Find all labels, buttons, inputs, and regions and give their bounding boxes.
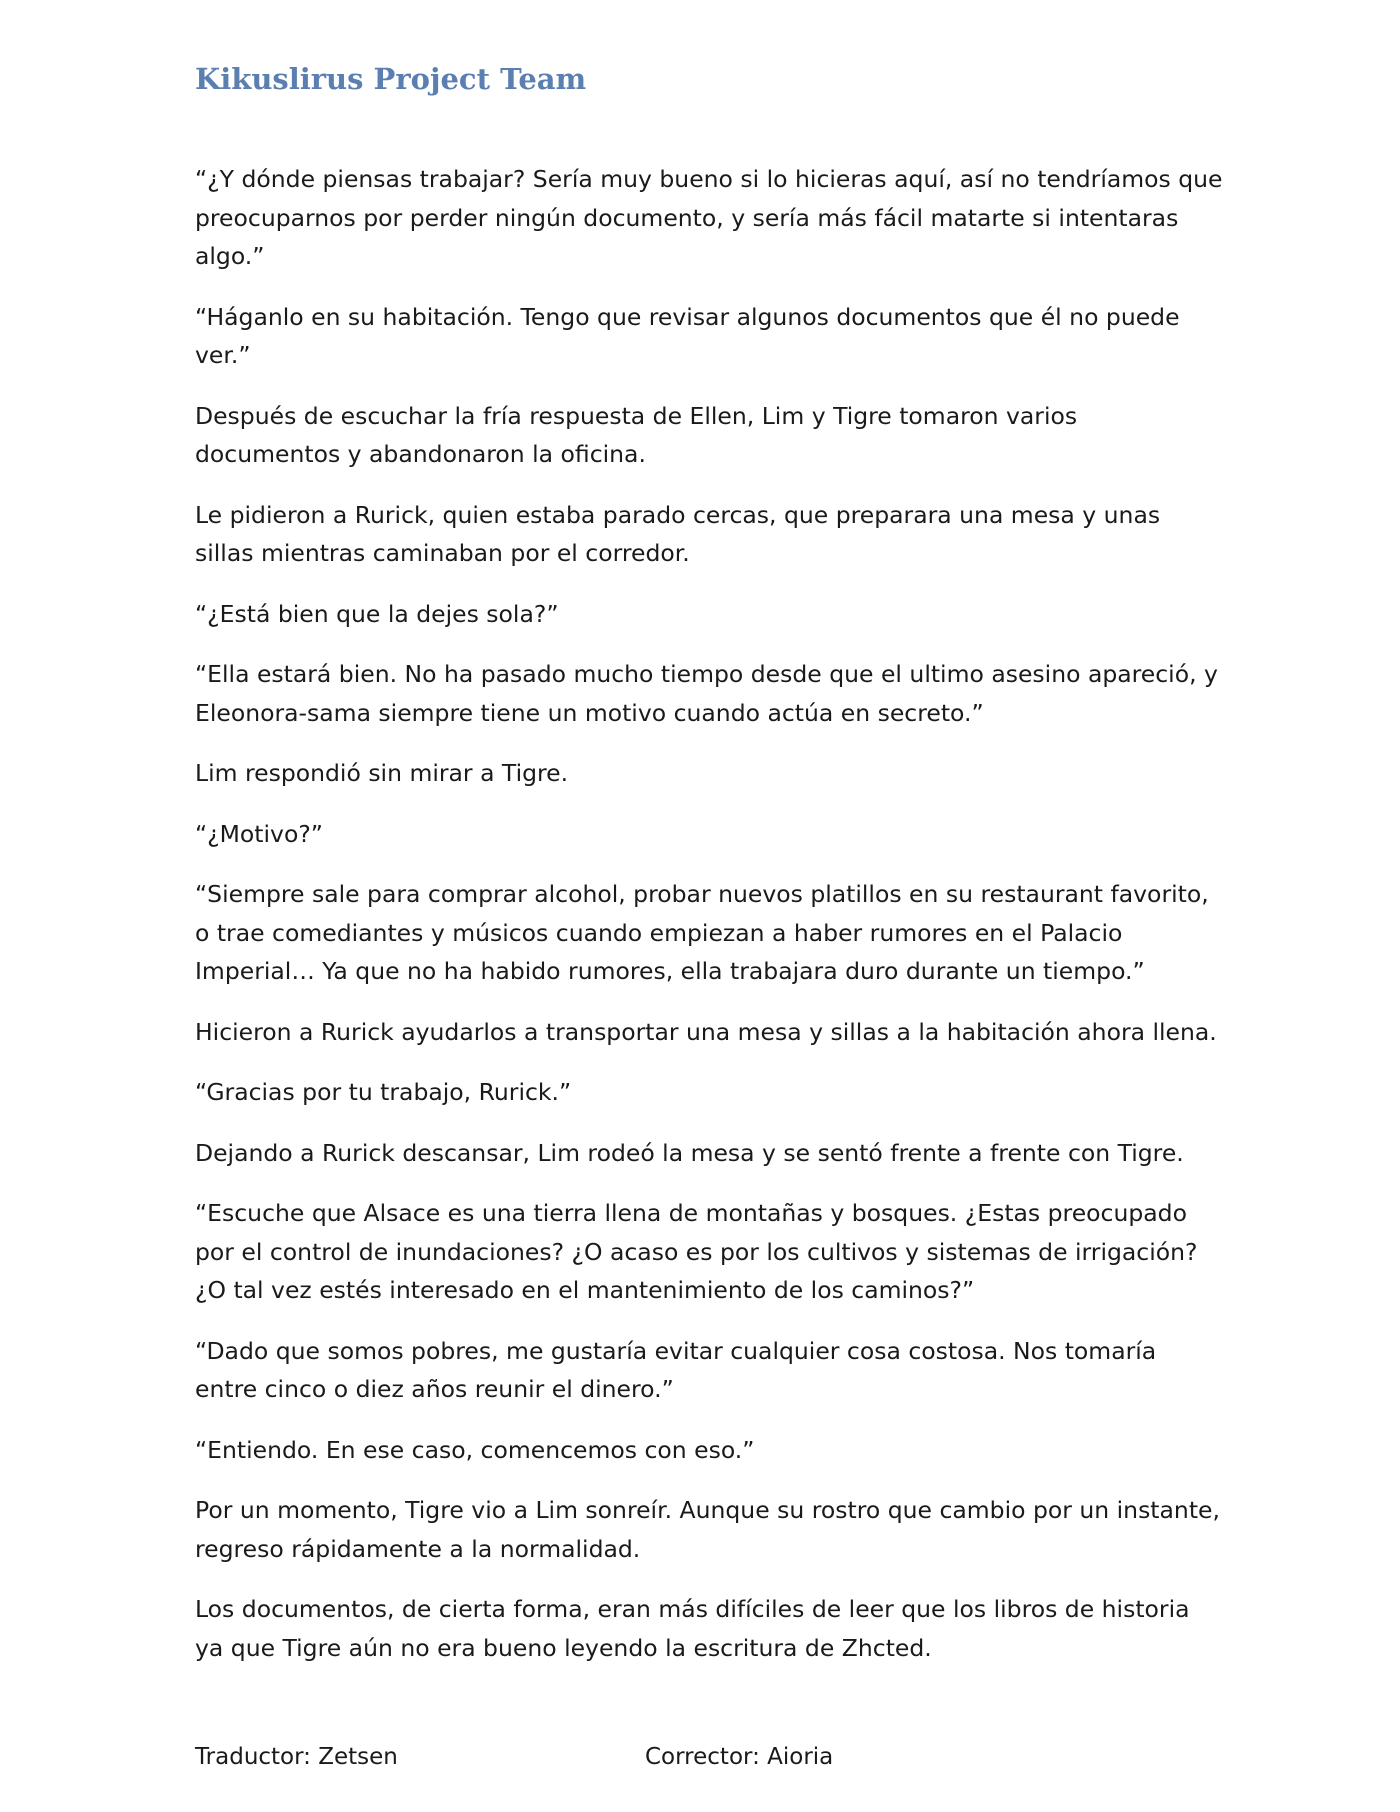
paragraph: Dejando a Rurick descansar, Lim rodeó la mesa y se sentó frente a frente con Tigre. bbox=[195, 1138, 1184, 1167]
header-title: Kikuslirus Project Team bbox=[195, 62, 587, 96]
paragraph: “Háganlo en su habitación. Tengo que revisar algunos documentos que él no puede ver.” bbox=[195, 302, 1180, 369]
paragraph: Lim respondió sin mirar a Tigre. bbox=[195, 759, 569, 787]
paragraph: “¿Y dónde piensas trabajar? Sería muy bueno si lo hicieras aquí, así no tendríamos que preocuparnos por perder ningún documento, y sería más fácil matarte si intentaras algo.” bbox=[195, 165, 1223, 270]
paragraph: “Ella estará bien. No ha pasado mucho tiempo desde que el ultimo asesino apareció, y Eleonora-sama siempre tiene un motivo cuando actúa en secreto.” bbox=[195, 660, 1218, 727]
footer-translator: Traductor: Zetsen bbox=[195, 1744, 398, 1770]
paragraph: Por un momento, Tigre vio a Lim sonreír. Aunque su rostro que cambio por un instante, regreso rápidamente a la normalidad. bbox=[195, 1496, 1220, 1563]
paragraph: “Siempre sale para comprar alcohol, probar nuevos platillos en su restaurant favorito, o trae comediantes y músicos cuando empiezan a haber rumores en el Palacio Imperial… Ya que no ha habido rumores, ella trabajara duro durante un tiempo.” bbox=[195, 880, 1209, 985]
paragraph: “Dado que somos pobres, me gustaría evitar cualquier cosa costosa. Nos tomaría entre cinco o diez años reunir el dinero.” bbox=[195, 1336, 1157, 1403]
paragraph: “¿Está bien que la dejes sola?” bbox=[195, 599, 559, 628]
paragraph: “¿Motivo?” bbox=[195, 819, 323, 848]
paragraph: Hicieron a Rurick ayudarlos a transportar una mesa y sillas a la habitación ahora llena. bbox=[195, 1017, 1217, 1046]
footer-corrector: Corrector: Aioria bbox=[645, 1744, 834, 1770]
paragraph: “Gracias por tu trabajo, Rurick.” bbox=[195, 1078, 572, 1106]
paragraph: Los documentos, de cierta forma, eran más difíciles de leer que los libros de historia ya que Tigre aún no era bueno leyendo la escritura de Zhcted. bbox=[195, 1595, 1190, 1662]
document-body bbox=[195, 160, 1225, 1689]
paragraph: “Entiendo. En ese caso, comencemos con eso.” bbox=[195, 1435, 755, 1464]
paragraph: Después de escuchar la fría respuesta de Ellen, Lim y Tigre tomaron varios documentos y abandonaron la oficina. bbox=[195, 401, 1078, 468]
paragraph: Le pidieron a Rurick, quien estaba parado cercas, que preparara una mesa y unas sillas mientras caminaban por el corredor. bbox=[195, 500, 1161, 567]
paragraph: “Escuche que Alsace es una tierra llena de montañas y bosques. ¿Estas preocupado por el control de inundaciones? ¿O acaso es por los cultivos y sistemas de irrigación? ¿O tal vez estés interesado en el mantenimiento de los caminos?” bbox=[195, 1199, 1198, 1304]
